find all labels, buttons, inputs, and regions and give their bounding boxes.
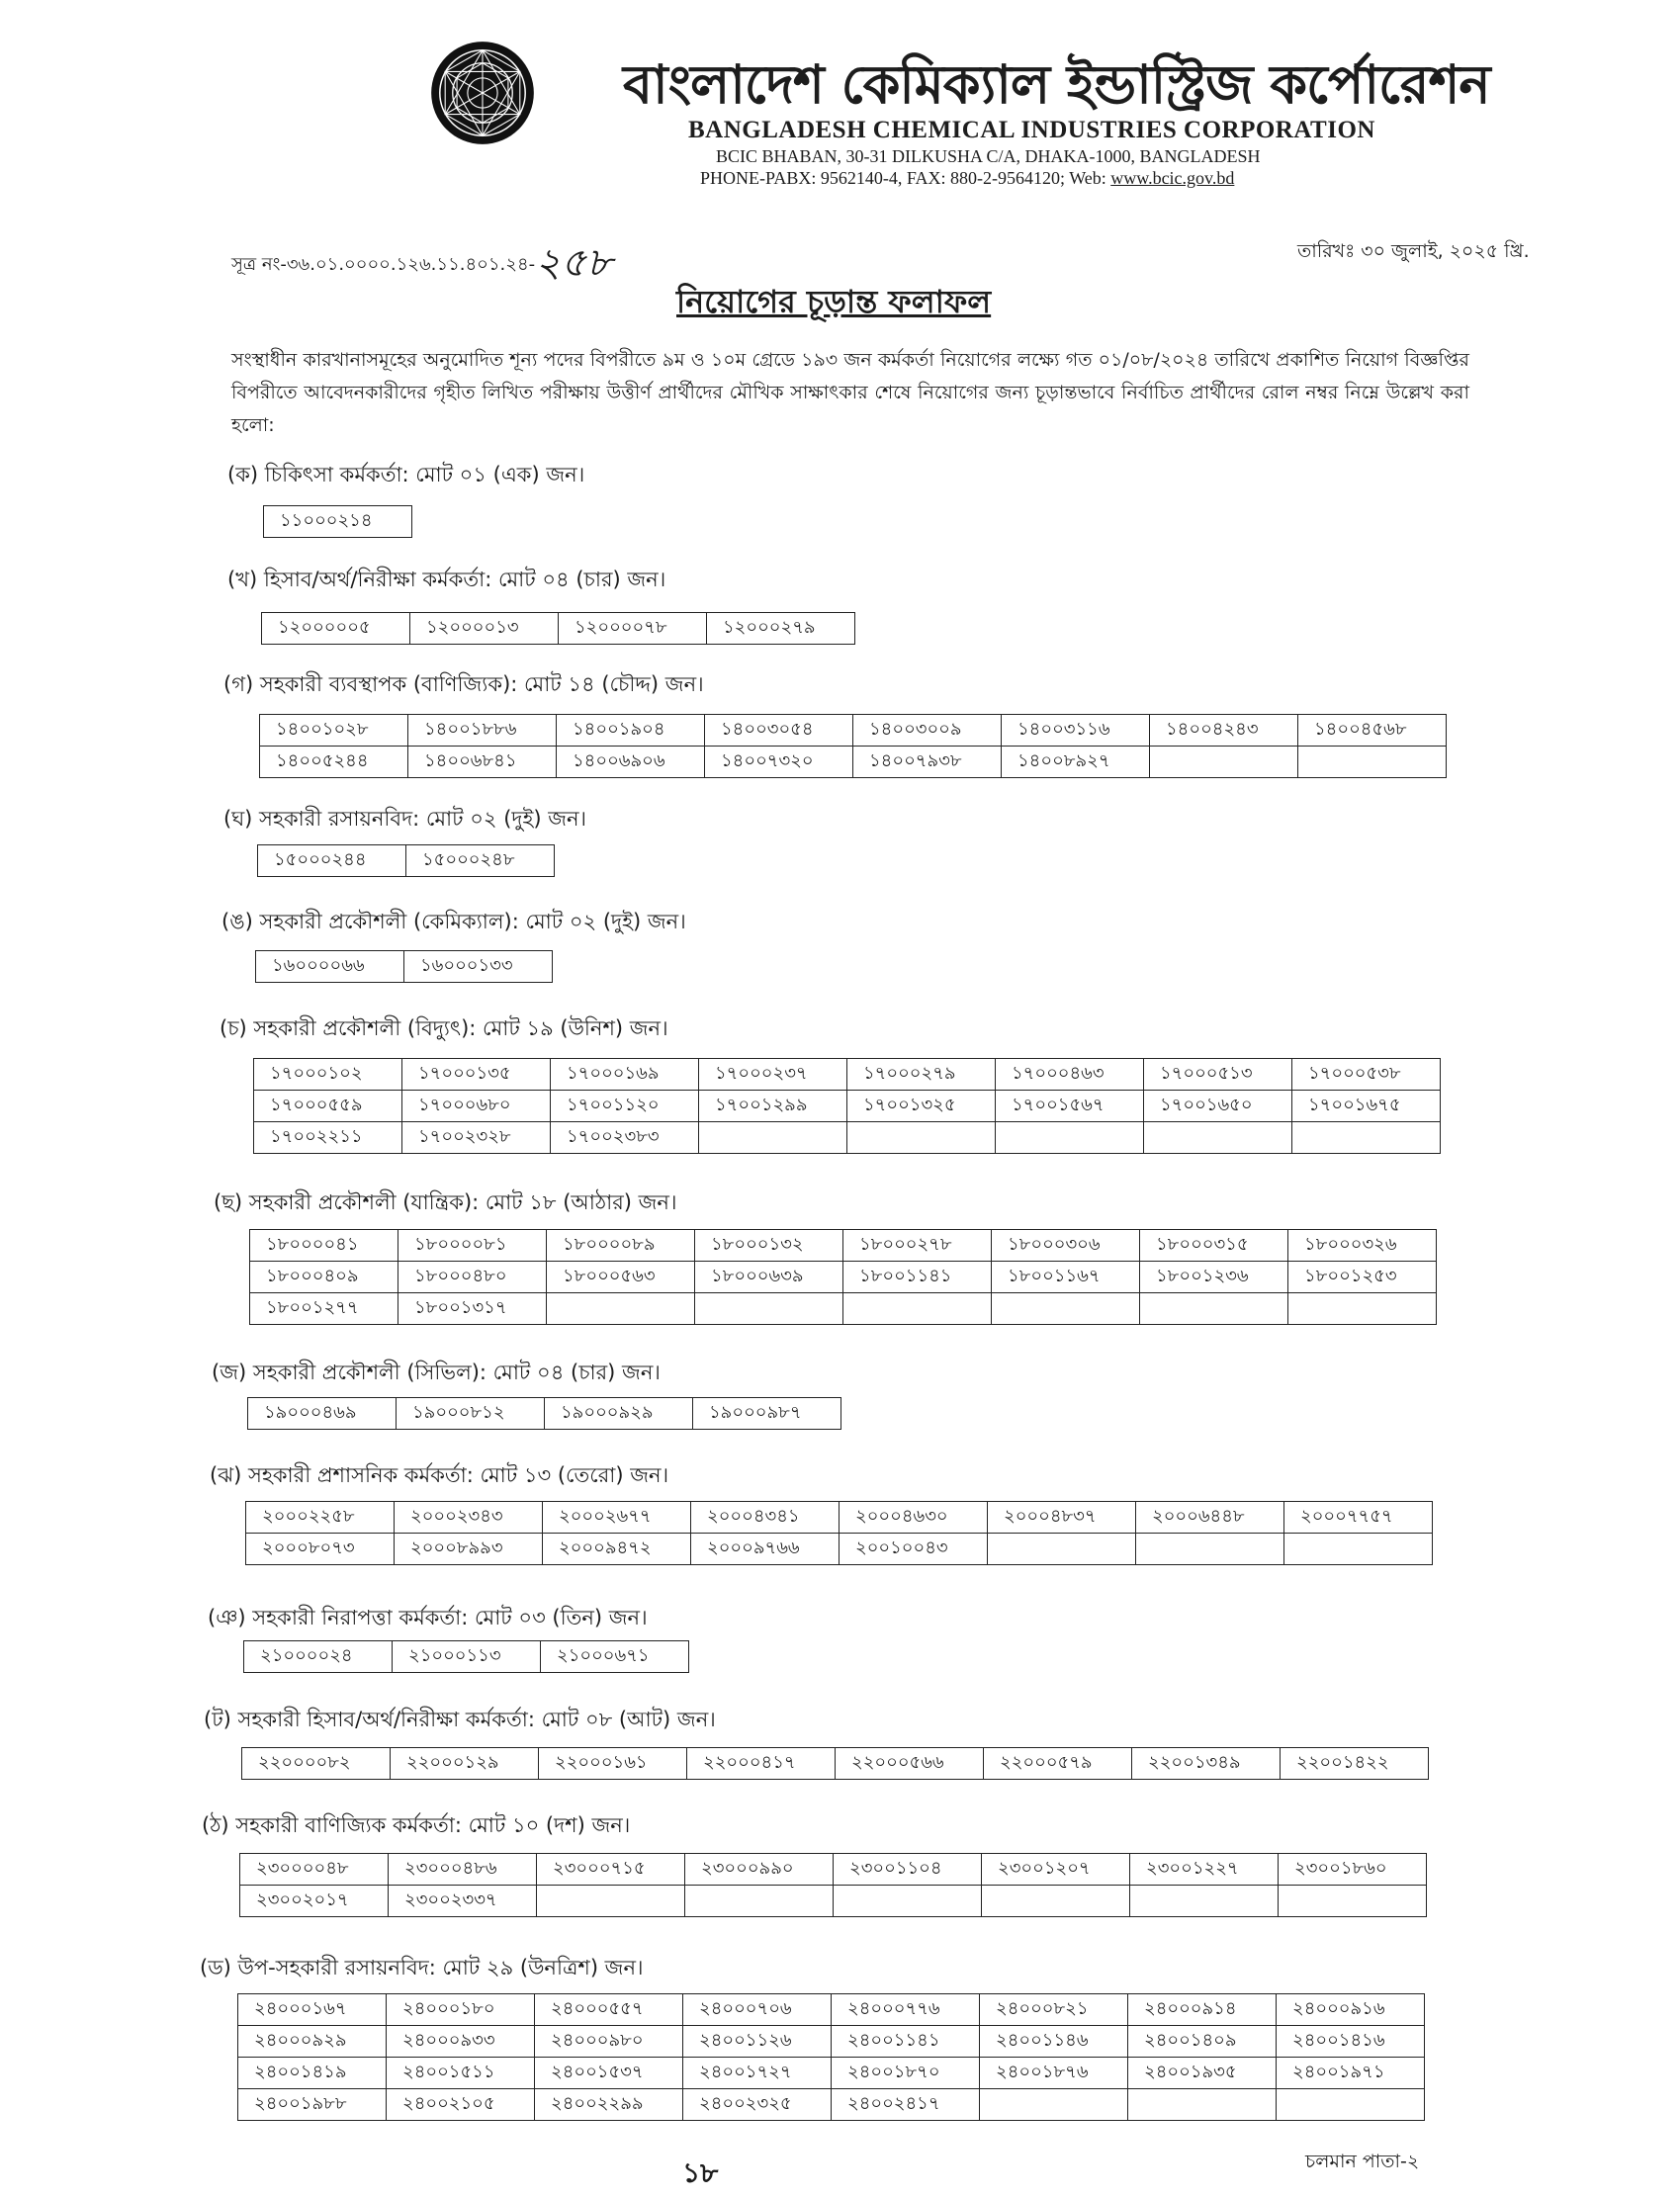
- roll-number-cell: ১২০০০০০৫: [262, 613, 410, 645]
- roll-number-cell: ১৪০০৬৮৪১: [408, 747, 557, 778]
- roll-number-cell: ২০০০৯৪৭২: [543, 1534, 691, 1565]
- roll-number-cell: ২৪০০১১৪১: [832, 2026, 980, 2058]
- roll-number-cell: ২৪০০২৪১৭: [832, 2089, 980, 2121]
- table-row: [246, 1502, 1433, 1534]
- roll-number-cell: ২১০০০১১৩: [393, 1641, 541, 1673]
- roll-number-cell: [847, 1122, 996, 1154]
- section-title: (ঞ) সহকারী নিরাপত্তা কর্মকর্তা: মোট ০৩ (তিন) জন।: [208, 1606, 648, 1629]
- roll-number-cell: ২৩০০২০১৭: [240, 1886, 389, 1917]
- bcic-logo-icon: [429, 40, 536, 146]
- roll-number-cell: [685, 1886, 834, 1917]
- roll-number-cell: ২৩০০০৭১৫: [537, 1854, 685, 1886]
- table-row: [238, 2089, 1425, 2121]
- roll-number-cell: ১৭০০০৫৩৮: [1292, 1059, 1441, 1091]
- roll-number-cell: [1277, 2089, 1425, 2121]
- website-link[interactable]: www.bcic.gov.bd: [1110, 168, 1235, 188]
- roll-number-cell: ২৩০০০০৪৮: [240, 1854, 389, 1886]
- roll-number-cell: ১৮০০১২৩৬: [1140, 1262, 1288, 1293]
- roll-table: [259, 714, 1447, 778]
- roll-number-cell: [699, 1122, 847, 1154]
- roll-number-cell: ১৮০০০২৭৮: [843, 1230, 992, 1262]
- section-title: (গ) সহকারী ব্যবস্থাপক (বাণিজ্যিক): মোট ১৪ (চৌদ্দ) জন।: [223, 672, 704, 696]
- roll-number-cell: ১৭০০০২৭৯: [847, 1059, 996, 1091]
- memo-date: তারিখঃ ৩০ জুলাই, ২০২৫ খ্রি.: [1297, 240, 1530, 262]
- roll-number-cell: [1136, 1534, 1284, 1565]
- roll-number-cell: ১৯০০০৯৮৭: [693, 1398, 841, 1430]
- roll-number-cell: [996, 1122, 1144, 1154]
- roll-number-cell: ১৭০০২২১১: [254, 1122, 402, 1154]
- roll-number-cell: ২১০০০০২৪: [244, 1641, 393, 1673]
- roll-number-cell: ২০০০২৬৭৭: [543, 1502, 691, 1534]
- roll-number-cell: [1284, 1534, 1433, 1565]
- roll-table: [257, 844, 555, 877]
- roll-number-cell: ১৪০০৬৯০৬: [557, 747, 705, 778]
- roll-number-cell: ২৪০০১৯৮৮: [238, 2089, 387, 2121]
- roll-number-cell: ২১০০০৬৭১: [541, 1641, 689, 1673]
- roll-table: [255, 950, 553, 983]
- roll-number-cell: ২৩০০২৩৩৭: [389, 1886, 537, 1917]
- roll-number-cell: ২৪০০২২৯৯: [535, 2089, 683, 2121]
- roll-number-cell: [982, 1886, 1130, 1917]
- table-row: [238, 2058, 1425, 2089]
- roll-number-cell: ২০০০৪৩৪১: [691, 1502, 840, 1534]
- roll-number-cell: ২৪০০২১০৫: [387, 2089, 535, 2121]
- table-row: [264, 506, 412, 538]
- roll-number-cell: ১৮০০১৩১৭: [398, 1293, 547, 1325]
- roll-number-cell: ১৮০০১২৫৩: [1288, 1262, 1437, 1293]
- table-row: [250, 1262, 1437, 1293]
- roll-number-cell: ১৯০০০৪৬৯: [248, 1398, 397, 1430]
- roll-number-cell: ২৪০০০১৬৭: [238, 1994, 387, 2026]
- roll-number-cell: [843, 1293, 992, 1325]
- roll-number-cell: ১২০০০০১৩: [410, 613, 559, 645]
- table-row: [246, 1534, 1433, 1565]
- roll-number-cell: ১৭০০০৪৬৩: [996, 1059, 1144, 1091]
- roll-number-cell: ২০০০৭৭৫৭: [1284, 1502, 1433, 1534]
- roll-number-cell: ২০০০২৩৪৩: [395, 1502, 543, 1534]
- roll-number-cell: ২৪০০২৩২৫: [683, 2089, 832, 2121]
- memo-ref-number: সূত্র নং-৩৬.০১.০০০০.১২৬.১১.৪০১.২৪-: [231, 254, 536, 275]
- roll-table: [243, 1640, 689, 1673]
- roll-number-cell: ১৫০০০২৪৮: [406, 845, 555, 877]
- roll-number-cell: ২০০১০০৪৩: [840, 1534, 988, 1565]
- roll-number-cell: ১৯০০০৮১২: [397, 1398, 545, 1430]
- roll-number-cell: ১৪০০৮৯২৭: [1002, 747, 1150, 778]
- section-title: (ট) সহকারী হিসাব/অর্থ/নিরীক্ষা কর্মকর্তা: মোট ০৮ (আট) জন।: [204, 1708, 716, 1731]
- section-title: (জ) সহকারী প্রকৌশলী (সিভিল): মোট ০৪ (চার) জন।: [212, 1361, 661, 1384]
- roll-number-cell: [547, 1293, 695, 1325]
- roll-number-cell: ১২০০০২৭৯: [707, 613, 855, 645]
- roll-number-cell: ১৪০০৩০৫৪: [705, 715, 853, 747]
- table-row: [258, 845, 555, 877]
- table-row: [244, 1641, 689, 1673]
- roll-number-cell: ২০০০৮৯৯৩: [395, 1534, 543, 1565]
- org-contact: [700, 168, 1234, 189]
- roll-number-cell: ২৪০০১৮৭৬: [980, 2058, 1128, 2089]
- roll-number-cell: ২৪০০০৭৭৬: [832, 1994, 980, 2026]
- roll-number-cell: ২৪০০১৮৭০: [832, 2058, 980, 2089]
- roll-table: [249, 1229, 1437, 1325]
- roll-number-cell: ১৭০০১৬৭৫: [1292, 1091, 1441, 1122]
- roll-number-cell: ২২০০০১৬১: [539, 1748, 687, 1780]
- roll-number-cell: ১৪০০৩০০৯: [853, 715, 1002, 747]
- roll-number-cell: ২২০০০৪১৭: [687, 1748, 836, 1780]
- section-title: (ঝ) সহকারী প্রশাসনিক কর্মকর্তা: মোট ১৩ (তেরো) জন।: [210, 1463, 669, 1487]
- roll-number-cell: ১৭০০১১২০: [551, 1091, 699, 1122]
- page-title: নিয়োগের চূড়ান্ত ফলাফল: [676, 283, 992, 320]
- table-row: [260, 747, 1447, 778]
- roll-number-cell: ১৪০০৫২৪৪: [260, 747, 408, 778]
- roll-number-cell: ১৪০০১৮৮৬: [408, 715, 557, 747]
- table-row: [240, 1854, 1427, 1886]
- roll-number-cell: ১৭০০১৬৫০: [1144, 1091, 1292, 1122]
- section-title: (খ) হিসাব/অর্থ/নিরীক্ষা কর্মকর্তা: মোট ০৪ (চার) জন।: [227, 568, 666, 591]
- roll-number-cell: ১৮০০০৪০৯: [250, 1262, 398, 1293]
- table-row: [262, 613, 855, 645]
- roll-number-cell: [1288, 1293, 1437, 1325]
- roll-number-cell: ২৩০০১২২৭: [1130, 1854, 1279, 1886]
- section-title: (ঘ) সহকারী রসায়নবিদ: মোট ০২ (দুই) জন।: [223, 807, 587, 831]
- roll-number-cell: ১৪০০৪২৪৩: [1150, 715, 1298, 747]
- roll-number-cell: ২০০০৪৬৩০: [840, 1502, 988, 1534]
- table-row: [254, 1059, 1441, 1091]
- memo-ref-handwritten: ২৫৮: [535, 240, 613, 286]
- roll-number-cell: ২৪০০১৯৩৫: [1128, 2058, 1277, 2089]
- roll-table: [239, 1853, 1427, 1917]
- roll-number-cell: ২৪০০১১৪৬: [980, 2026, 1128, 2058]
- roll-number-cell: ২০০০৮০৭৩: [246, 1534, 395, 1565]
- roll-number-cell: ১৪০০৭৯৩৮: [853, 747, 1002, 778]
- roll-number-cell: ২৩০০০৪৮৬: [389, 1854, 537, 1886]
- roll-number-cell: [1144, 1122, 1292, 1154]
- roll-number-cell: ২৪০০১৫১১: [387, 2058, 535, 2089]
- roll-table: [247, 1397, 841, 1430]
- roll-number-cell: ১৭০০২৩২৮: [402, 1122, 551, 1154]
- roll-number-cell: ২০০০৪৮৩৭: [988, 1502, 1136, 1534]
- roll-number-cell: ১৭০০০১০২: [254, 1059, 402, 1091]
- roll-number-cell: ১২০০০০৭৮: [559, 613, 707, 645]
- table-row: [256, 951, 553, 983]
- roll-number-cell: ১৭০০১৩২৫: [847, 1091, 996, 1122]
- roll-number-cell: ১৮০০০৬৩৯: [695, 1262, 843, 1293]
- memo-reference: [231, 225, 612, 292]
- roll-number-cell: ১৮০০০৩২৬: [1288, 1230, 1437, 1262]
- table-row: [242, 1748, 1429, 1780]
- roll-number-cell: ২০০০২২৫৮: [246, 1502, 395, 1534]
- roll-number-cell: ১৪০০১৯০৪: [557, 715, 705, 747]
- roll-number-cell: ১৭০০০৬৮০: [402, 1091, 551, 1122]
- table-row: [240, 1886, 1427, 1917]
- table-row: [248, 1398, 841, 1430]
- roll-number-cell: [1292, 1122, 1441, 1154]
- roll-number-cell: ১৮০০০৪৮০: [398, 1262, 547, 1293]
- roll-number-cell: ১৪০০১০২৮: [260, 715, 408, 747]
- continued-page-note: চলমান পাতা-২: [1305, 2151, 1420, 2172]
- roll-number-cell: ১৭০০০৫১৩: [1144, 1059, 1292, 1091]
- roll-number-cell: [1130, 1886, 1279, 1917]
- roll-number-cell: ১৮০০০০৮১: [398, 1230, 547, 1262]
- roll-number-cell: ২৩০০১১০৪: [834, 1854, 982, 1886]
- roll-number-cell: ১৪০০৩১১৬: [1002, 715, 1150, 747]
- roll-number-cell: ১১০০০২১৪: [264, 506, 412, 538]
- roll-number-cell: [1298, 747, 1447, 778]
- roll-number-cell: ১৫০০০২৪৪: [258, 845, 406, 877]
- roll-number-cell: ২৪০০১৪১৯: [238, 2058, 387, 2089]
- page-number: ১৮: [682, 2156, 719, 2189]
- roll-number-cell: ২৪০০১৭২৭: [683, 2058, 832, 2089]
- roll-number-cell: ২৪০০০৯৮০: [535, 2026, 683, 2058]
- roll-table: [237, 1993, 1425, 2121]
- roll-number-cell: ১৭০০১৫৬৭: [996, 1091, 1144, 1122]
- roll-number-cell: [1128, 2089, 1277, 2121]
- roll-number-cell: ২৩০০০৯৯০: [685, 1854, 834, 1886]
- table-row: [250, 1230, 1437, 1262]
- roll-number-cell: ২২০০১৩৪৯: [1132, 1748, 1281, 1780]
- roll-number-cell: ২২০০০১২৯: [391, 1748, 539, 1780]
- section-title: (ঠ) সহকারী বাণিজ্যিক কর্মকর্তা: মোট ১০ (দশ) জন।: [202, 1813, 631, 1837]
- roll-number-cell: [537, 1886, 685, 1917]
- roll-table: [245, 1501, 1433, 1565]
- roll-number-cell: [980, 2089, 1128, 2121]
- roll-table: [263, 505, 412, 538]
- contact-phone-fax: PHONE-PABX: 9562140-4, FAX: 880-2-9564120; Web:: [700, 168, 1111, 188]
- section-title: (চ) সহকারী প্রকৌশলী (বিদ্যুৎ): মোট ১৯ (উনিশ) জন।: [220, 1016, 668, 1040]
- roll-number-cell: [1140, 1293, 1288, 1325]
- roll-number-cell: ২৪০০১৪০৯: [1128, 2026, 1277, 2058]
- roll-number-cell: [988, 1534, 1136, 1565]
- section-title: (ছ) সহকারী প্রকৌশলী (যান্ত্রিক): মোট ১৮ (আঠার) জন।: [214, 1190, 677, 1214]
- roll-number-cell: [834, 1886, 982, 1917]
- roll-number-cell: ১৮০০১২৭৭: [250, 1293, 398, 1325]
- section-title: (ক) চিকিৎসা কর্মকর্তা: মোট ০১ (এক) জন।: [227, 463, 585, 486]
- org-name-english: BANGLADESH CHEMICAL INDUSTRIES CORPORATION: [688, 117, 1375, 143]
- roll-number-cell: ১৮০০১১৬৭: [992, 1262, 1140, 1293]
- roll-number-cell: ১৭০০০৫৫৯: [254, 1091, 402, 1122]
- roll-number-cell: ২৪০০০৯৩৩: [387, 2026, 535, 2058]
- roll-number-cell: ১৪০০৭৩২০: [705, 747, 853, 778]
- roll-number-cell: ১৭০০০১৬৯: [551, 1059, 699, 1091]
- roll-number-cell: ২৪০০০৭০৬: [683, 1994, 832, 2026]
- roll-number-cell: ১৮০০০০৪১: [250, 1230, 398, 1262]
- roll-number-cell: ১৮০০০১৩২: [695, 1230, 843, 1262]
- roll-number-cell: ২৪০০১১২৬: [683, 2026, 832, 2058]
- table-row: [238, 2026, 1425, 2058]
- intro-paragraph: সংস্থাধীন কারখানাসমূহের অনুমোদিত শূন্য পদের বিপরীতে ৯ম ও ১০ম গ্রেডে ১৯৩ জন কর্মকর্তা নিয়োগের লক্ষ্যে গত ০১/০৮/২০২৪ তারিখে প্রকাশিত নিয়োগ বিজ্ঞপ্তির বিপরীতে আবেদনকারীদের গৃহীত লিখিত পরীক্ষায় উত্তীর্ণ প্রার্থীদের মৌখিক সাক্ষাৎকার শেষে নিয়োগের জন্য চূড়ান্তভাবে নির্বাচিত প্রার্থীদের রোল নম্বর নিম্নে উল্লেখ করা হলো:: [231, 349, 1469, 436]
- roll-number-cell: ২৪০০১৫৩৭: [535, 2058, 683, 2089]
- roll-number-cell: ১৭০০২৩৮৩: [551, 1122, 699, 1154]
- roll-number-cell: ২৪০০০৯১৪: [1128, 1994, 1277, 2026]
- roll-number-cell: ১৮০০০৩১৫: [1140, 1230, 1288, 1262]
- roll-number-cell: ২২০০১৪২২: [1281, 1748, 1429, 1780]
- org-name-bengali: বাংলাদেশ কেমিক্যাল ইন্ডাস্ট্রিজ কর্পোরেশন: [623, 53, 1490, 116]
- section-title: (ঙ) সহকারী প্রকৌশলী (কেমিক্যাল): মোট ০২ (দুই) জন।: [221, 910, 686, 933]
- roll-number-cell: [1279, 1886, 1427, 1917]
- section-title: (ড) উপ-সহকারী রসায়নবিদ: মোট ২৯ (উনত্রিশ) জন।: [200, 1956, 644, 1979]
- roll-number-cell: ২৩০০১২০৭: [982, 1854, 1130, 1886]
- roll-number-cell: ২২০০০৫৭৯: [984, 1748, 1132, 1780]
- roll-number-cell: ১৮০০১১৪১: [843, 1262, 992, 1293]
- roll-number-cell: ১৭০০০২৩৭: [699, 1059, 847, 1091]
- roll-number-cell: ২২০০০০৮২: [242, 1748, 391, 1780]
- roll-number-cell: [695, 1293, 843, 1325]
- table-row: [250, 1293, 1437, 1325]
- roll-number-cell: ১৯০০০৯২৯: [545, 1398, 693, 1430]
- roll-number-cell: ২৪০০১৯৭১: [1277, 2058, 1425, 2089]
- roll-table: [241, 1747, 1429, 1780]
- roll-number-cell: ১৮০০০০৮৯: [547, 1230, 695, 1262]
- roll-number-cell: ১৭০০১২৯৯: [699, 1091, 847, 1122]
- roll-table: [261, 612, 855, 645]
- roll-number-cell: ২০০০৯৭৬৬: [691, 1534, 840, 1565]
- roll-number-cell: ২০০০৬৪৪৮: [1136, 1502, 1284, 1534]
- org-address: BCIC BHABAN, 30-31 DILKUSHA C/A, DHAKA-1000, BANGLADESH: [716, 146, 1261, 166]
- roll-table: [253, 1058, 1441, 1154]
- roll-number-cell: ২৪০০০৯২৯: [238, 2026, 387, 2058]
- table-row: [238, 1994, 1425, 2026]
- roll-number-cell: ২৪০০১৪১৬: [1277, 2026, 1425, 2058]
- roll-number-cell: ১৪০০৪৫৬৮: [1298, 715, 1447, 747]
- roll-number-cell: ১৬০০০১৩৩: [404, 951, 553, 983]
- roll-number-cell: ২৪০০০১৮০: [387, 1994, 535, 2026]
- roll-number-cell: ২৪০০০৯১৬: [1277, 1994, 1425, 2026]
- table-row: [260, 715, 1447, 747]
- roll-number-cell: [992, 1293, 1140, 1325]
- roll-number-cell: ২৪০০০৫৫৭: [535, 1994, 683, 2026]
- roll-number-cell: ১৮০০০৩০৬: [992, 1230, 1140, 1262]
- roll-number-cell: ২৩০০১৮৬০: [1279, 1854, 1427, 1886]
- table-row: [254, 1091, 1441, 1122]
- roll-number-cell: ১৮০০০৫৬৩: [547, 1262, 695, 1293]
- roll-number-cell: ২৪০০০৮২১: [980, 1994, 1128, 2026]
- table-row: [254, 1122, 1441, 1154]
- roll-number-cell: ১৭০০০১৩৫: [402, 1059, 551, 1091]
- roll-number-cell: [1150, 747, 1298, 778]
- roll-number-cell: ২২০০০৫৬৬: [836, 1748, 984, 1780]
- roll-number-cell: ১৬০০০০৬৬: [256, 951, 404, 983]
